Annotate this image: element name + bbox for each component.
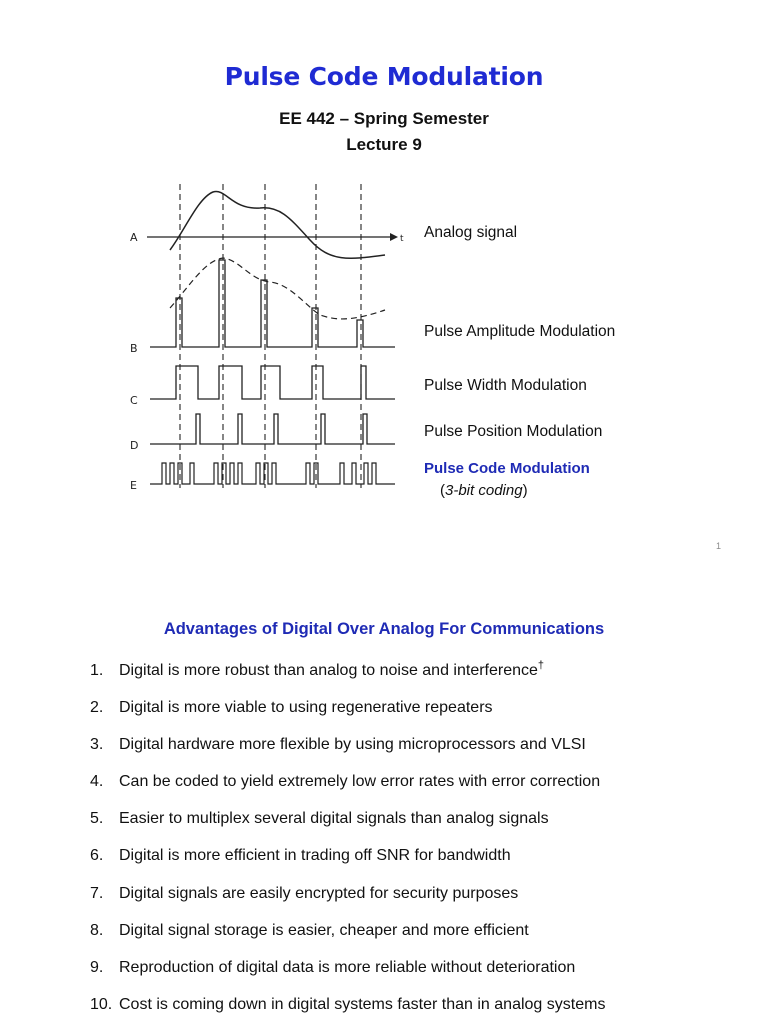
list-item-text-body: Digital is more robust than analog to noise and interference [119,662,538,679]
dagger-footnote-mark: † [537,659,545,672]
page-title: Pulse Code Modulation [224,62,544,91]
pcm-waveform [150,463,395,484]
list-item-number: 5. [90,810,104,828]
sample-lines [180,184,361,488]
list-item-text: Cost is coming down in digital systems faster than in analog systems [119,995,606,1013]
list-item [90,922,730,959]
list-item-number: 7. [90,884,104,902]
list-item-text: Digital signal storage is easier, cheaper and more efficient [119,921,529,939]
pwm-label: Pulse Width Modulation [424,377,587,394]
row-letter-a: A [130,231,138,244]
row-letter-c: C [130,394,138,407]
list-item-number: 2. [90,699,104,717]
list-item [90,885,730,922]
pwm-waveform [150,366,395,399]
list-item-text [119,659,545,680]
pcm-label: Pulse Code Modulation [424,460,590,477]
pam-waveform [150,260,395,347]
slide-2 [0,578,768,1024]
modulation-diagram [110,180,410,500]
list-item-number: 9. [90,958,104,976]
lecture-subtitle: Lecture 9 [346,135,422,154]
list-item-text: Digital hardware more flexible by using microprocessors and VLSI [119,736,586,754]
time-axis-arrow [390,233,398,241]
list-item-number: 3. [90,736,104,754]
list-item-text: Digital is more viable to using regenerative repeaters [119,699,493,717]
list-item-text: Easier to multiplex several digital signals than analog signals [119,810,549,828]
list-item-text: Can be coded to yield extremely low error rates with error correction [119,773,601,791]
pam-label: Pulse Amplitude Modulation [424,323,616,340]
pcm-note-open-paren: ( [440,482,445,499]
pcm-coding-note [440,482,528,499]
advantages-list [90,659,730,1033]
list-item [90,996,730,1033]
list-item-text: Reproduction of digital data is more reliable without deterioration [119,958,576,976]
list-item-text: Digital signals are easily encrypted for security purposes [119,884,519,902]
analog-signal-label: Analog signal [424,224,518,241]
ppm-label: Pulse Position Modulation [424,423,603,440]
list-item-number: 4. [90,773,104,791]
course-subtitle: EE 442 – Spring Semester [279,109,489,128]
list-item-number: 6. [90,847,104,865]
list-item [90,773,730,810]
list-item [90,699,730,736]
pam-envelope [170,258,385,319]
list-item-text: Digital is more efficient in trading off SNR for bandwidth [119,847,511,865]
list-item [90,736,730,773]
list-item-number: 8. [90,921,104,939]
row-letter-e: E [130,479,137,492]
list-item [90,847,730,884]
list-item [90,959,730,996]
row-letter-b: B [130,342,138,355]
list-item-number: 10. [90,995,113,1013]
advantages-title: Advantages of Digital Over Analog For Communications [163,620,605,638]
pcm-note-close-paren: ) [522,482,528,499]
row-letter-d: D [130,439,139,452]
page-number: 1 [715,541,721,551]
time-axis-label: t [400,234,404,244]
list-item [90,810,730,847]
list-item [90,659,730,699]
list-item-number: 1. [90,662,104,679]
pcm-note-text: 3-bit coding [445,482,523,499]
ppm-waveform [150,414,395,444]
analog-signal-curve [170,192,385,259]
